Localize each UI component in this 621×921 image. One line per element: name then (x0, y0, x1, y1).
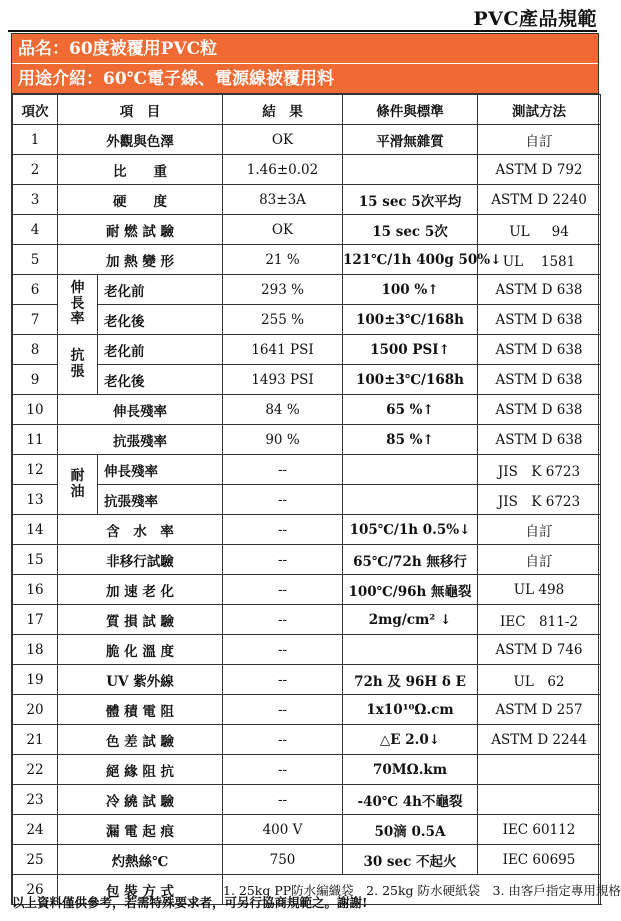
title-rule (8, 30, 597, 32)
row-result: OK (223, 125, 343, 155)
table-row (13, 815, 601, 845)
row-condition: -40℃ 4h不龜裂 (343, 785, 478, 815)
table-row (13, 365, 601, 395)
header-no: 項次 (13, 95, 58, 125)
row-condition: 85 %↑ (343, 425, 478, 455)
row-item: 體 積 電 阻 (58, 695, 223, 725)
group-label-text: 耐油 (70, 468, 85, 500)
row-item: 抗張殘率 (58, 425, 223, 455)
row-subitem: 老化前 (98, 275, 223, 305)
row-group-label (58, 275, 98, 335)
row-packaging: 1. 25kg PP防水編織袋 2. 25kg 防水硬紙袋 3. 由客戶指定專用規格 (223, 875, 601, 905)
row-item: UV 紫外線 (58, 665, 223, 695)
row-result: -- (223, 635, 343, 665)
row-condition: 15 sec 5次 (343, 215, 478, 245)
row-method: ASTM D 638 (478, 275, 601, 305)
row-result: -- (223, 665, 343, 695)
footer-note: 以上資料僅供參考，若需特殊要求者，可另行協商規範之。謝謝! (12, 895, 368, 910)
row-method: ASTM D 746 (478, 635, 601, 665)
row-item: 伸長殘率 (58, 395, 223, 425)
table-row (13, 725, 601, 755)
header-result: 結 果 (223, 95, 343, 125)
row-result: 83±3A (223, 185, 343, 215)
table-row (13, 305, 601, 335)
row-condition: 65℃/72h 無移行 (343, 545, 478, 575)
row-item: 包 裝 方 式 (58, 875, 223, 905)
row-subitem: 老化後 (98, 305, 223, 335)
table-row (13, 245, 601, 275)
row-number: 15 (13, 545, 58, 575)
row-result: 21 % (223, 245, 343, 275)
row-item: 硬 度 (58, 185, 223, 215)
row-number: 1 (13, 125, 58, 155)
spec-table-body (13, 125, 621, 905)
row-method: ASTM D 257 (478, 695, 601, 725)
row-number: 20 (13, 695, 58, 725)
row-result: -- (223, 575, 343, 605)
row-method: UL 1581 (478, 245, 601, 275)
row-result: -- (223, 755, 343, 785)
row-condition: 1x10¹⁰Ω.cm (343, 695, 478, 725)
row-number: 5 (13, 245, 58, 275)
row-result: -- (223, 485, 343, 515)
table-row (13, 575, 601, 605)
table-row (13, 605, 601, 635)
table-row (13, 275, 601, 305)
row-condition: 2mg/cm² ↓ (343, 605, 478, 635)
row-method: ASTM D 638 (478, 335, 601, 365)
table-row (13, 695, 601, 725)
table-row (13, 785, 601, 815)
table-row (13, 515, 601, 545)
table-row (13, 425, 601, 455)
row-result: 1493 PSI (223, 365, 343, 395)
row-number: 19 (13, 665, 58, 695)
table-row (13, 845, 601, 875)
row-condition (343, 455, 478, 485)
table-row (13, 125, 601, 155)
table-header-row (13, 95, 601, 125)
row-result: -- (223, 785, 343, 815)
row-method (478, 755, 601, 785)
table-row (13, 455, 601, 485)
row-result: -- (223, 455, 343, 485)
table-row (13, 155, 601, 185)
table-row (13, 395, 601, 425)
row-subitem: 伸長殘率 (98, 455, 223, 485)
row-method: ASTM D 792 (478, 155, 601, 185)
row-result: 1641 PSI (223, 335, 343, 365)
row-method: IEC 811-2 (478, 605, 601, 635)
row-item: 冷 繞 試 驗 (58, 785, 223, 815)
row-number: 9 (13, 365, 58, 395)
row-condition: 105℃/1h 0.5%↓ (343, 515, 478, 545)
row-number: 24 (13, 815, 58, 845)
row-item: 灼熱絲℃ (58, 845, 223, 875)
row-number: 4 (13, 215, 58, 245)
row-number: 25 (13, 845, 58, 875)
row-number: 18 (13, 635, 58, 665)
row-method (478, 785, 601, 815)
row-method: ASTM D 638 (478, 425, 601, 455)
row-condition: 50滴 0.5A (343, 815, 478, 845)
row-number: 6 (13, 275, 58, 305)
row-number: 23 (13, 785, 58, 815)
table-row (13, 215, 601, 245)
row-result: -- (223, 725, 343, 755)
row-result: 293 % (223, 275, 343, 305)
row-group-label (58, 335, 98, 395)
row-number: 7 (13, 305, 58, 335)
product-use-banner: 用途介紹：60℃電子線、電源線被覆用料 (12, 64, 598, 94)
row-item: 外觀與色澤 (58, 125, 223, 155)
row-method: ASTM D 638 (478, 365, 601, 395)
row-method: ASTM D 638 (478, 305, 601, 335)
row-method: ASTM D 2244 (478, 725, 601, 755)
row-method: JIS K 6723 (478, 485, 601, 515)
row-number: 22 (13, 755, 58, 785)
header-condition: 條件與標準 (343, 95, 478, 125)
row-condition: △E 2.0↓ (343, 725, 478, 755)
row-condition (343, 485, 478, 515)
group-label-text: 抗張 (70, 348, 85, 380)
row-item: 非移行試驗 (58, 545, 223, 575)
row-condition: 121℃/1h 400g 50%↓ (343, 245, 478, 275)
row-item: 脆 化 溫 度 (58, 635, 223, 665)
row-number: 11 (13, 425, 58, 455)
table-row (13, 185, 601, 215)
row-result: -- (223, 545, 343, 575)
row-result: -- (223, 605, 343, 635)
header-method: 測試方法 (478, 95, 601, 125)
row-item: 耐 燃 試 驗 (58, 215, 223, 245)
row-item: 含 水 率 (58, 515, 223, 545)
row-subitem: 老化後 (98, 365, 223, 395)
row-result: -- (223, 515, 343, 545)
table-row (13, 635, 601, 665)
row-result: 90 % (223, 425, 343, 455)
group-label-text: 伸長率 (70, 280, 85, 328)
row-number: 17 (13, 605, 58, 635)
row-item: 漏 電 起 痕 (58, 815, 223, 845)
row-number: 3 (13, 185, 58, 215)
row-number: 13 (13, 485, 58, 515)
row-number: 14 (13, 515, 58, 545)
row-method: 自訂 (478, 545, 601, 575)
table-row (13, 485, 601, 515)
spec-table (12, 94, 621, 905)
row-condition (343, 155, 478, 185)
row-method: ASTM D 638 (478, 395, 601, 425)
row-item: 加 速 老 化 (58, 575, 223, 605)
spec-sheet (11, 33, 621, 905)
row-method: 自訂 (478, 515, 601, 545)
row-result: OK (223, 215, 343, 245)
row-number: 21 (13, 725, 58, 755)
row-condition: 100 %↑ (343, 275, 478, 305)
product-name-banner: 品名：60度被覆用PVC粒 (12, 34, 598, 64)
row-number: 2 (13, 155, 58, 185)
row-condition: 65 %↑ (343, 395, 478, 425)
document-title: PVC產品規範 (473, 8, 597, 30)
row-method: IEC 60695 (478, 845, 601, 875)
row-item: 色 差 試 驗 (58, 725, 223, 755)
row-number: 16 (13, 575, 58, 605)
table-row (13, 755, 601, 785)
row-result: 750 (223, 845, 343, 875)
row-subitem: 老化前 (98, 335, 223, 365)
row-group-label (58, 455, 98, 515)
row-subitem: 抗張殘率 (98, 485, 223, 515)
table-row (13, 665, 601, 695)
table-row (13, 545, 601, 575)
row-result: 255 % (223, 305, 343, 335)
row-method: UL 62 (478, 665, 601, 695)
row-method: UL 94 (478, 215, 601, 245)
row-item: 絕 緣 阻 抗 (58, 755, 223, 785)
row-number: 8 (13, 335, 58, 365)
row-item: 比 重 (58, 155, 223, 185)
row-method: ASTM D 2240 (478, 185, 601, 215)
row-condition (343, 635, 478, 665)
row-condition: 100±3℃/168h (343, 365, 478, 395)
row-number: 26 (13, 875, 58, 905)
row-item: 質 損 試 驗 (58, 605, 223, 635)
row-condition: 72h 及 96H δ E (343, 665, 478, 695)
row-method: JIS K 6723 (478, 455, 601, 485)
row-method: UL 498 (478, 575, 601, 605)
header-item: 項 目 (58, 95, 223, 125)
row-method: 自訂 (478, 125, 601, 155)
row-condition: 100±3℃/168h (343, 305, 478, 335)
row-result: 400 V (223, 815, 343, 845)
row-condition: 平滑無雜質 (343, 125, 478, 155)
row-item: 加 熱 變 形 (58, 245, 223, 275)
table-row (13, 335, 601, 365)
row-condition: 1500 PSI↑ (343, 335, 478, 365)
row-condition: 30 sec 不起火 (343, 845, 478, 875)
row-condition: 70MΩ.km (343, 755, 478, 785)
row-condition: 100℃/96h 無龜裂 (343, 575, 478, 605)
row-number: 12 (13, 455, 58, 485)
row-result: -- (223, 695, 343, 725)
row-method: IEC 60112 (478, 815, 601, 845)
row-number: 10 (13, 395, 58, 425)
row-condition: 15 sec 5次平均 (343, 185, 478, 215)
row-result: 84 % (223, 395, 343, 425)
row-result: 1.46±0.02 (223, 155, 343, 185)
